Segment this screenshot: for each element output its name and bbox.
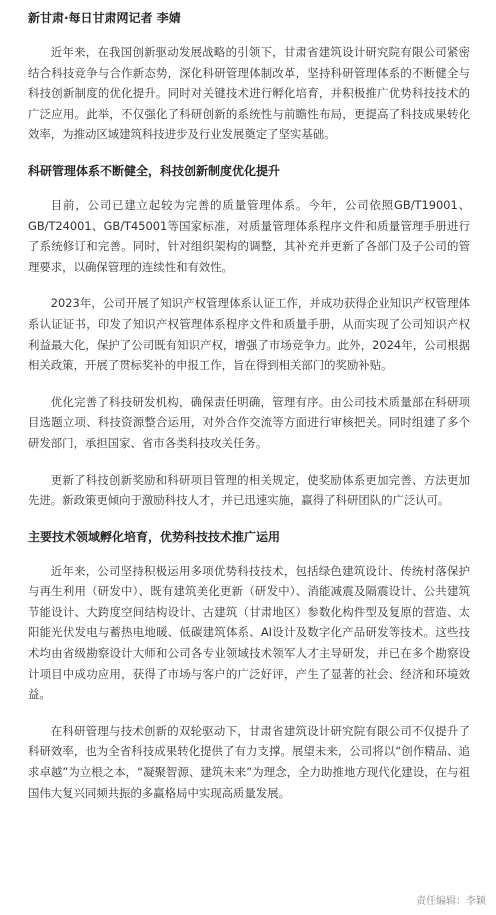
byline: 新甘肃·每日甘肃网记者 李婧 <box>28 11 181 25</box>
section1-paragraph-1: 目前，公司已建立起较为完善的质量管理体系。今年，公司依照GB/T19001、GB/T24001、GB/T45001等国家标准，对质量管理体系程序文件和质量管理手册进行了系统修订和完善。同时，针对组织架构的调整，其补充并更新了各部门及子公司的管理要求，以确保管理的连续性和有效性。 <box>28 197 470 274</box>
section-heading-1: 科研管理体系不断健全，科技创新制度优化提升 <box>28 163 281 178</box>
editor-credit: 责任编辑：李颖 <box>416 896 486 907</box>
section1-paragraph-4: 更新了科技创新奖励和科研项目管理的相关规定，使奖励体系更加完善、方法更加先进。新政策更倾向于激励科技人才，并已迅速实施，赢得了科研团队的广泛认可。 <box>28 472 470 508</box>
section2-paragraph-1: 近年来，公司坚持积极运用多项优势科技技术，包括绿色建筑设计、传统村落保护与再生利用（研发中）、既有建筑美化更新（研发中）、消能减震及隔震设计、公共建筑节能设计、大跨度空间结构设计、古建筑（甘肃地区）参数化构件型及复原的营造、太阳能光伏发电与蓄热电地暖、低碳建筑体系、AI设计及数字化产品研发等技术。这些技术均由省级勘察设计大师和公司各专业领域技术领军人才主导研发，并已在多个勘察设计项目中成功应用，获得了市场与客户的广泛好评，产生了显著的社会、经济和环境效益。 <box>28 563 470 702</box>
section-heading-2: 主要技术领域孵化培育，优势科技技术推广运用 <box>28 529 281 544</box>
intro-paragraph: 近年来，在我国创新驱动发展战略的引领下，甘肃省建筑设计研究院有限公司紧密结合科技竞争与合作新态势，深化科研管理体制改革，坚持科研管理体系的不断健全与科技创新制度的优化提升。同时对关键技术进行孵化培育，并积极推广优势科技技术的广泛应用。此举，不仅强化了科研创新的系统性与前瞻性布局，更提高了科技成果转化效率，为推动区域建筑科技进步及行业发展奠定了坚实基础。 <box>28 45 470 142</box>
section2-paragraph-2: 在科研管理与技术创新的双轮驱动下，甘肃省建筑设计研究院有限公司不仅提升了科研效率，也为全省科技成果转化提供了有力支撑。展望未来，公司将以“创作精品、追求卓越”为立根之本，“凝聚智源、建筑未来”为理念，全力助推地方现代化建设，在与祖国伟大复兴同频共振的多赢格局中实现高质量发展。 <box>28 723 470 800</box>
section1-paragraph-2: 2023年，公司开展了知识产权管理体系认证工作，并成功获得企业知识产权管理体系认证证书，印发了知识产权管理体系程序文件和质量手册，从而实现了公司知识产权利益最大化，保护了公司既有知识产权，增强了市场竞争力。此外，2024年，公司根据相关政策，开展了贯标奖补的申报工作，旨在得到相关部门的奖励补贴。 <box>28 296 470 373</box>
section1-paragraph-3: 优化完善了科技研发机构，确保责任明确，管理有序。由公司技术质量部在科研项目选题立项、科技资源整合运用，对外合作交流等方面进行审核把关。同时组建了多个研发部门，承担国家、省市各类科技攻关任务。 <box>28 394 470 450</box>
